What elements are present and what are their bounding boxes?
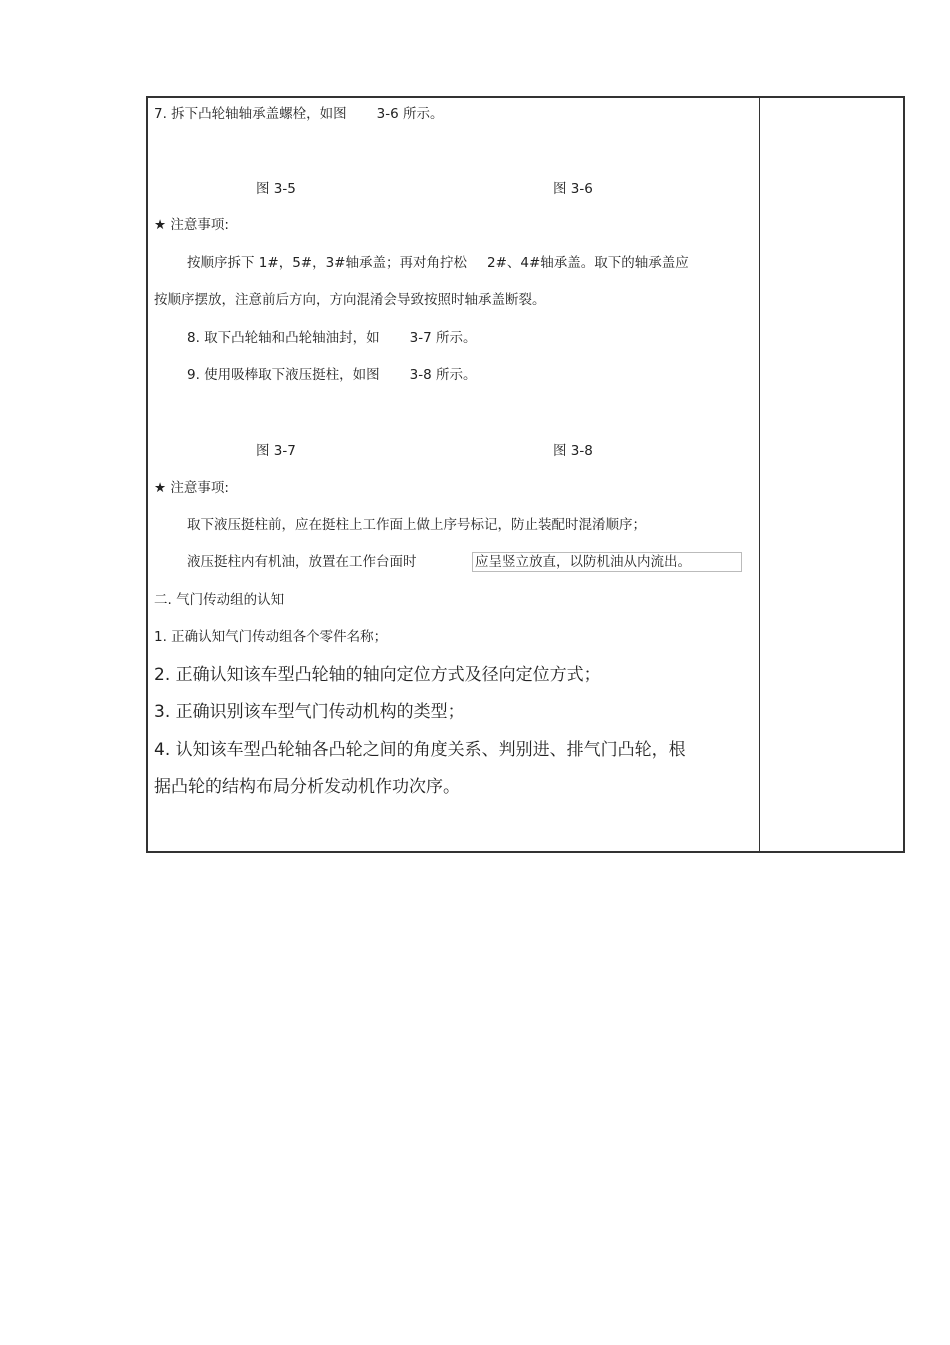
step-8 bbox=[187, 329, 477, 347]
note-1-title: ★ 注意事项: bbox=[154, 217, 229, 233]
section-2-item-1: 1. 正确认知气门传动组各个零件名称； bbox=[154, 629, 388, 645]
figure-3-7-caption: 图 3-7 bbox=[256, 443, 296, 459]
note-2-title: ★ 注意事项: bbox=[154, 480, 229, 496]
note-2-line-1: 取下液压挺柱前，应在挺柱上工作面上做上序号标记，防止装配时混淆顺序； bbox=[187, 517, 646, 533]
note-2-line-2b: 应呈竖立放直，以防机油从内流出。 bbox=[472, 552, 742, 572]
note-1-line-1a: 按顺序拆下 1#，5#，3#轴承盖；再对角拧松 bbox=[187, 255, 467, 271]
figure-3-6-caption: 图 3-6 bbox=[553, 181, 593, 197]
figure-3-5-caption: 图 3-5 bbox=[256, 181, 296, 197]
note-2-line-2a: 液压挺柱内有机油，放置在工作台面时 bbox=[187, 554, 417, 570]
section-2-item-3: 3. 正确识别该车型气门传动机构的类型； bbox=[154, 702, 465, 722]
section-2-item-4a: 4. 认知该车型凸轮轴各凸轮之间的角度关系、判别进、排气门凸轮，根 bbox=[154, 740, 686, 760]
step-7-text: 7. 拆下凸轮轴轴承盖螺栓，如图 bbox=[154, 106, 347, 122]
section-2-title: 二. 气门传动组的认知 bbox=[154, 592, 285, 608]
column-divider bbox=[759, 98, 760, 851]
step-7 bbox=[154, 105, 444, 123]
step-7-ref: 3-6 所示。 bbox=[376, 106, 444, 122]
figure-3-8-caption: 图 3-8 bbox=[553, 443, 593, 459]
step-9-ref: 3-8 所示。 bbox=[409, 367, 477, 383]
section-2-item-4b: 据凸轮的结构布局分析发动机作功次序。 bbox=[154, 777, 460, 797]
note-1-line-2: 按顺序摆放，注意前后方向，方向混淆会导致按照时轴承盖断裂。 bbox=[154, 292, 546, 308]
step-9-text: 9. 使用吸棒取下液压挺柱，如图 bbox=[187, 367, 380, 383]
step-8-ref: 3-7 所示。 bbox=[409, 330, 477, 346]
step-9 bbox=[187, 366, 477, 384]
step-8-text: 8. 取下凸轮轴和凸轮轴油封，如 bbox=[187, 330, 380, 346]
section-2-item-2: 2. 正确认知该车型凸轮轴的轴向定位方式及径向定位方式； bbox=[154, 665, 601, 685]
note-1-line-1 bbox=[187, 254, 689, 272]
note-1-line-1b: 2#、4#轴承盖。取下的轴承盖应 bbox=[487, 255, 689, 271]
